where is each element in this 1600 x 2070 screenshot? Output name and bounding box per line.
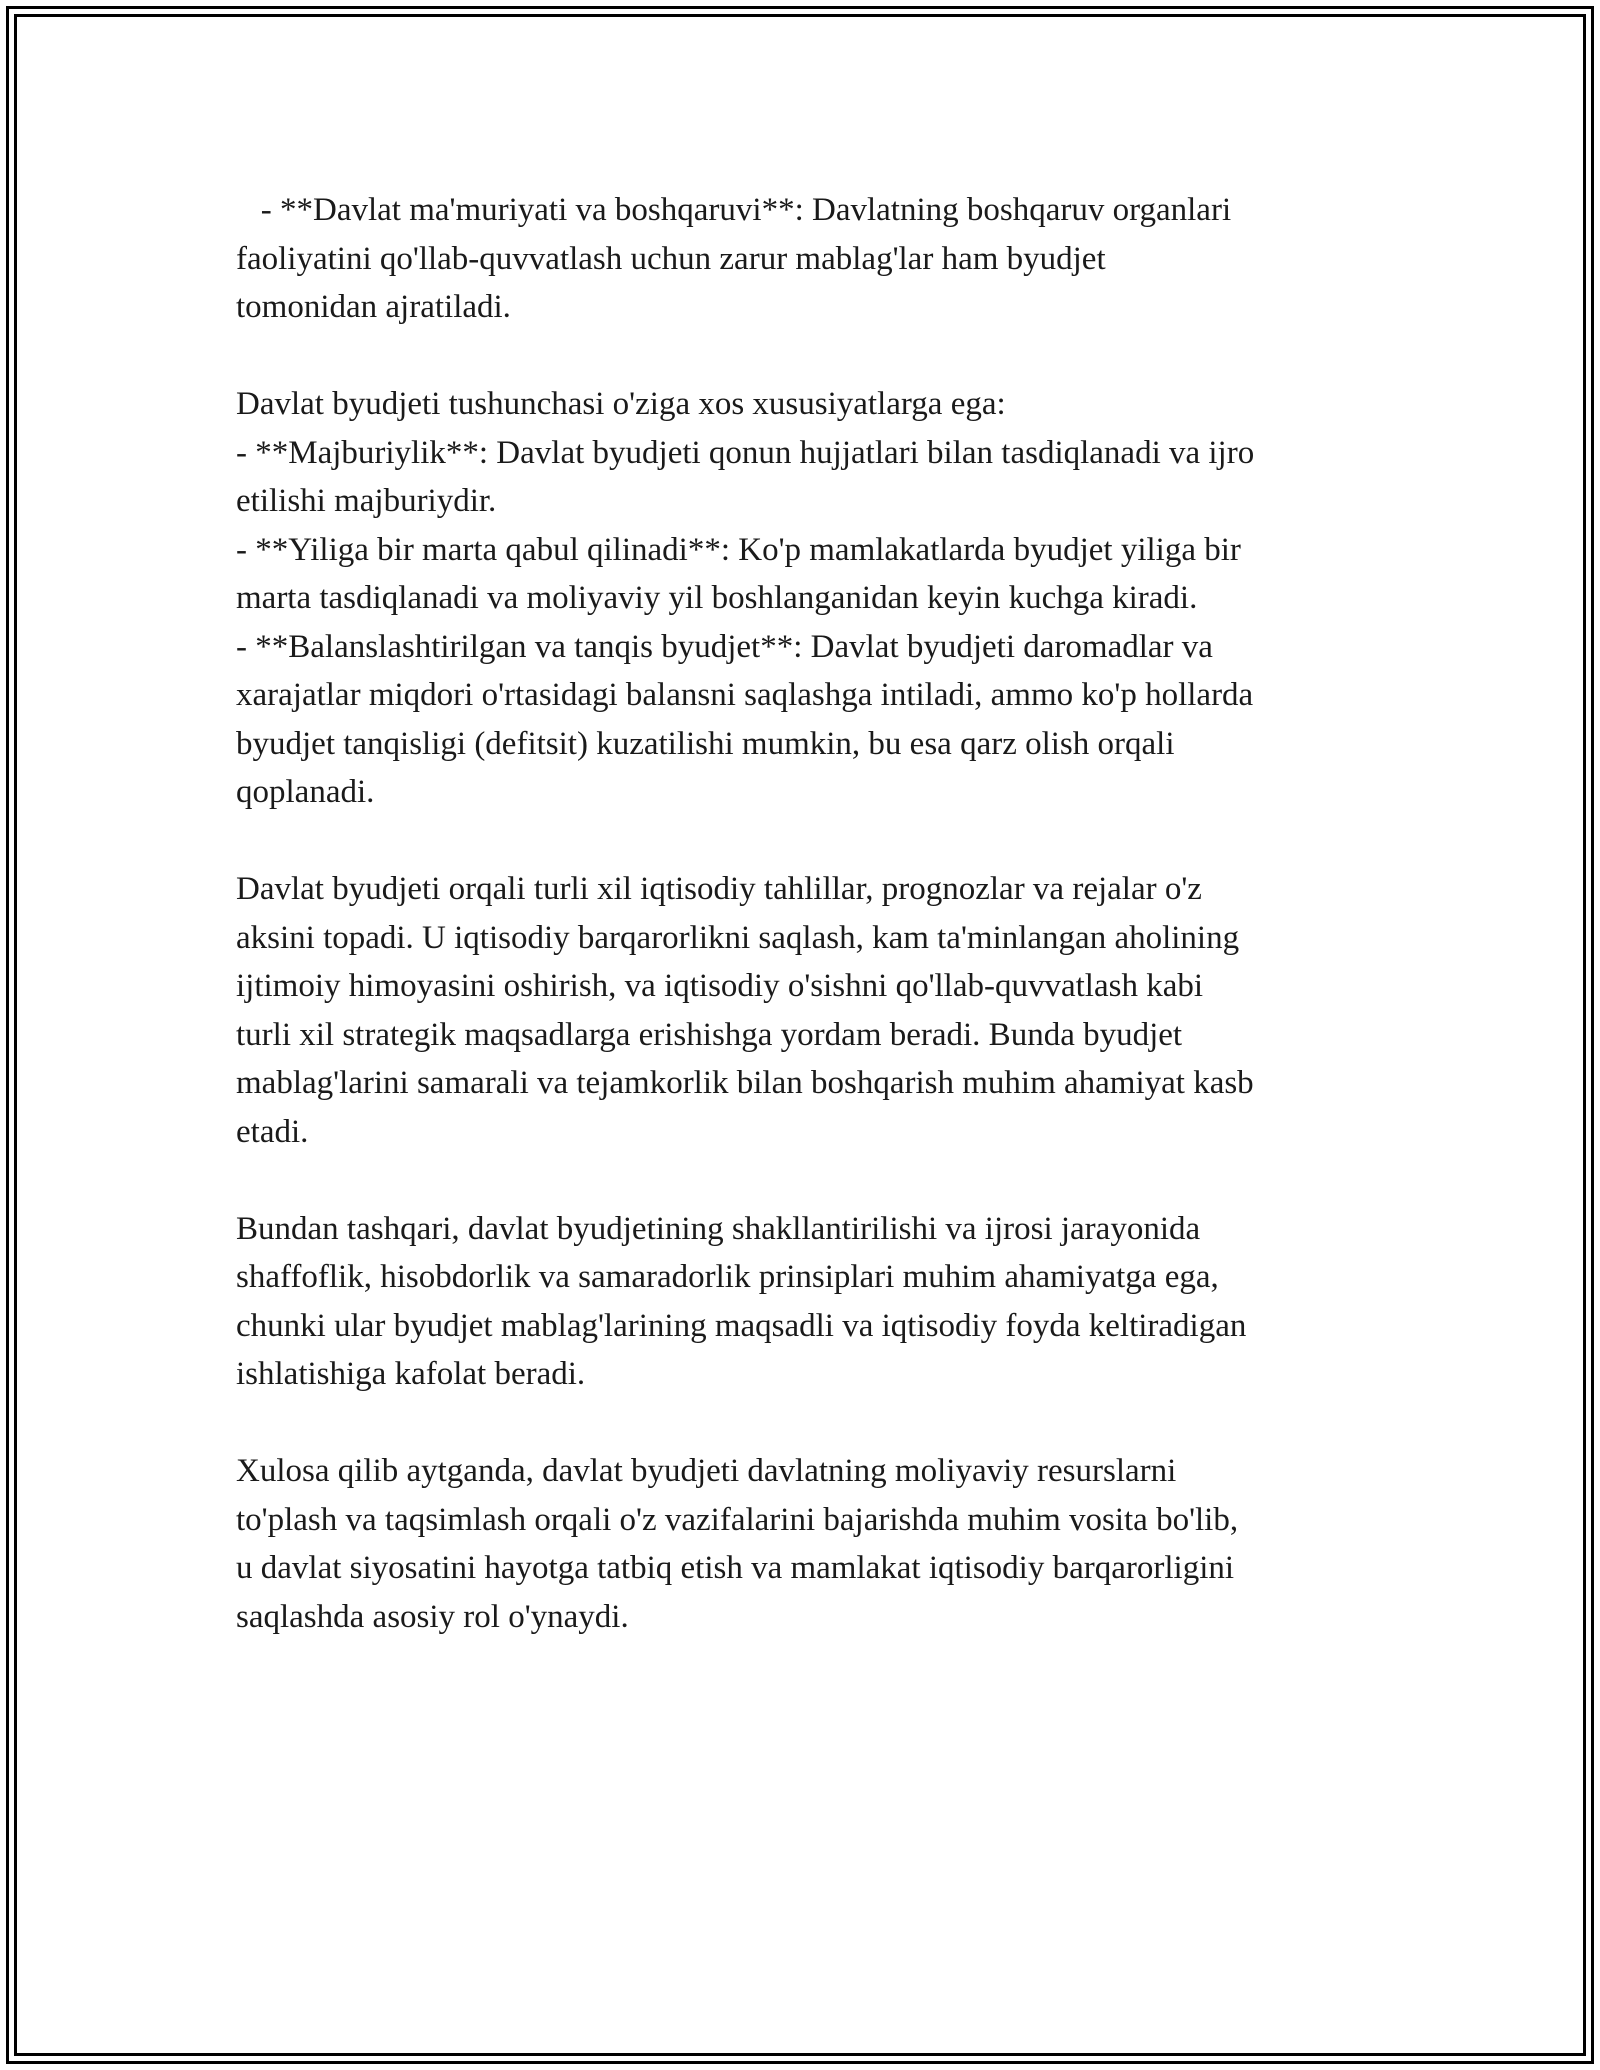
text-line: aksini topadi. U iqtisodiy barqarorlikni saqlash, kam ta'minlangan aholining [236, 919, 1240, 956]
paragraph-budget-features [236, 380, 1376, 817]
text-line: ishlatishiga kafolat beradi. [236, 1356, 586, 1392]
text-line: qoplanadi. [236, 774, 375, 810]
text-line: Davlat byudjeti tushunchasi o'ziga xos xususiyatlarga ega: [236, 386, 1006, 422]
text-line: ijtimoiy himoyasini oshirish, va iqtisodiy o'sishni qo'llab-quvvatlash kabi [236, 968, 1204, 1004]
text-line: to'plash va taqsimlash orqali o'z vazifalarini bajarishda muhim vosita bo'lib, [236, 1501, 1239, 1538]
text-line: byudjet tanqisligi (defitsit) kuzatilishi mumkin, bu esa qarz olish orqali [236, 725, 1175, 762]
text-line: u davlat siyosatini hayotga tatbiq etish va mamlakat iqtisodiy barqarorligini [236, 1550, 1235, 1586]
text-line: etadi. [236, 1113, 309, 1150]
text-line: faoliyatini qo'llab-quvvatlash uchun zarur mablag'lar ham byudjet [236, 240, 1106, 277]
text-line: - **Davlat ma'muriyati va boshqaruvi**: Davlatning boshqaruv organlari [236, 192, 1232, 228]
text-line: - **Balanslashtirilgan va tanqis byudjet**: Davlat byudjeti daromadlar va [236, 628, 1213, 665]
text-line: - **Yiliga bir marta qabul qilinadi**: Ko'p mamlakatlarda byudjet yiliga bir [236, 531, 1241, 568]
text-line: turli xil strategik maqsadlarga erishishga yordam beradi. Bunda byudjet [236, 1016, 1183, 1053]
text-line: xarajatlar miqdori o'rtasidagi balansni saqlashga intiladi, ammo ko'p hollarda [236, 677, 1254, 713]
document-body [236, 186, 1376, 1641]
paragraph-economic-analysis [236, 865, 1376, 1156]
text-line: - **Majburiylik**: Davlat byudjeti qonun hujjatlari bilan tasdiqlanadi va ijro [236, 434, 1255, 471]
text-line: saqlashda asosiy rol o'ynaydi. [236, 1598, 629, 1635]
text-line: Xulosa qilib aytganda, davlat byudjeti davlatning moliyaviy resurslarni [236, 1453, 1177, 1489]
paragraph-transparency [236, 1205, 1376, 1399]
text-line: marta tasdiqlanadi va moliyaviy yil boshlanganidan keyin kuchga kiradi. [236, 580, 1198, 616]
paragraph-administration [236, 186, 1376, 332]
text-line: shaffoflik, hisobdorlik va samaradorlik prinsiplari muhim ahamiyatga ega, [236, 1259, 1219, 1295]
text-line: etilishi majburiydir. [236, 483, 497, 519]
paragraph-conclusion [236, 1447, 1376, 1641]
text-line: Bundan tashqari, davlat byudjetining shakllantirilishi va ijrosi jarayonida [236, 1210, 1201, 1247]
text-line: Davlat byudjeti orqali turli xil iqtisodiy tahlillar, prognozlar va rejalar o'z [236, 871, 1202, 907]
text-line: chunki ular byudjet mablag'larining maqsadli va iqtisodiy foyda keltiradigan [236, 1307, 1247, 1344]
text-line: tomonidan ajratiladi. [236, 289, 511, 325]
text-line: mablag'larini samarali va tejamkorlik bilan boshqarish muhim ahamiyat kasb [236, 1065, 1254, 1101]
